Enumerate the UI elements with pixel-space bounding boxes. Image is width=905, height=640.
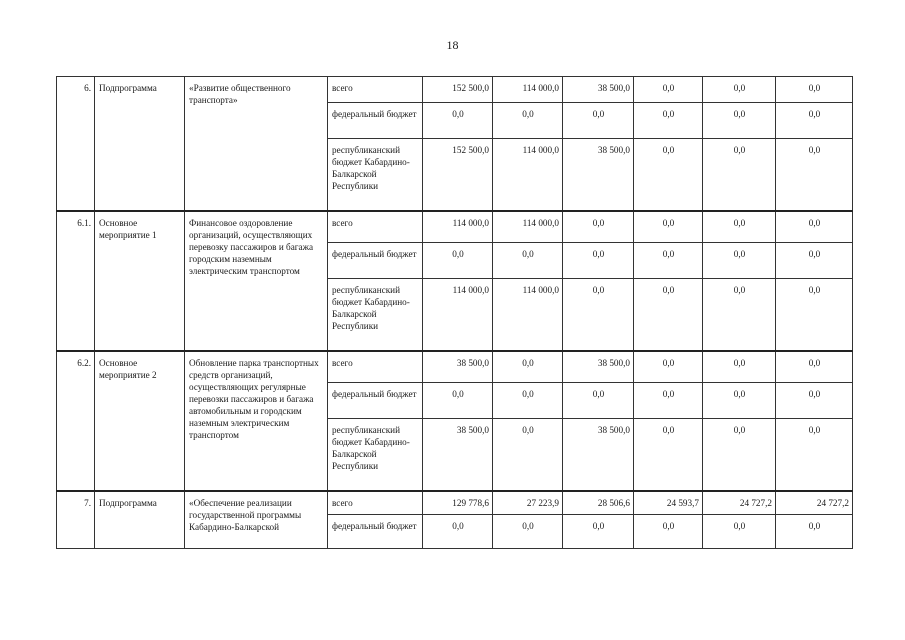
- amount-cell: 38 500,0: [563, 77, 634, 103]
- amount-cell: 0,0: [423, 243, 493, 279]
- amount-cell: 0,0: [493, 351, 563, 383]
- amount-cell: 114 000,0: [493, 279, 563, 351]
- amount-cell: 0,0: [634, 243, 703, 279]
- program-type: Основное мероприятие 2: [95, 351, 185, 491]
- amount-cell: 0,0: [703, 243, 776, 279]
- amount-cell: 0,0: [493, 383, 563, 419]
- amount-cell: 0,0: [776, 351, 853, 383]
- amount-cell: 28 506,6: [563, 491, 634, 515]
- row-number: 6.1.: [57, 211, 95, 351]
- amount-cell: 0,0: [776, 211, 853, 243]
- amount-cell: 0,0: [776, 103, 853, 139]
- amount-cell: 0,0: [634, 77, 703, 103]
- amount-cell: 114 000,0: [423, 211, 493, 243]
- amount-cell: 114 000,0: [493, 77, 563, 103]
- row-number: 6.: [57, 77, 95, 211]
- table-row: [57, 211, 853, 243]
- program-name: «Развитие общественного транспорта»: [185, 77, 328, 211]
- amount-cell: 0,0: [563, 279, 634, 351]
- amount-cell: 0,0: [703, 77, 776, 103]
- amount-cell: 0,0: [776, 515, 853, 549]
- amount-cell: 0,0: [563, 103, 634, 139]
- amount-cell: 0,0: [703, 279, 776, 351]
- amount-cell: 38 500,0: [563, 139, 634, 211]
- amount-cell: 24 727,2: [703, 491, 776, 515]
- table-row: [57, 77, 853, 103]
- amount-cell: 0,0: [634, 419, 703, 491]
- funding-source: всего: [328, 351, 423, 383]
- table-row: [57, 491, 853, 515]
- amount-cell: 114 000,0: [423, 279, 493, 351]
- amount-cell: 0,0: [563, 515, 634, 549]
- amount-cell: 0,0: [634, 351, 703, 383]
- amount-cell: 152 500,0: [423, 139, 493, 211]
- program-name: Финансовое оздоровление организаций, осуществляющих перевозку пассажиров и багажа городским наземным электрическим транспортом: [185, 211, 328, 351]
- page-number: 18: [446, 38, 459, 52]
- amount-cell: 0,0: [423, 515, 493, 549]
- funding-source: республиканский бюджет Кабардино-Балкарской Республики: [328, 279, 423, 351]
- amount-cell: 0,0: [703, 351, 776, 383]
- amount-cell: 0,0: [423, 383, 493, 419]
- amount-cell: 38 500,0: [563, 419, 634, 491]
- amount-cell: 0,0: [776, 243, 853, 279]
- funding-source: всего: [328, 77, 423, 103]
- amount-cell: 0,0: [634, 515, 703, 549]
- amount-cell: 0,0: [563, 211, 634, 243]
- amount-cell: 0,0: [493, 103, 563, 139]
- amount-cell: 38 500,0: [423, 419, 493, 491]
- funding-source: федеральный бюджет: [328, 103, 423, 139]
- budget-table: [56, 76, 853, 549]
- amount-cell: 0,0: [563, 243, 634, 279]
- amount-cell: 0,0: [493, 243, 563, 279]
- amount-cell: 0,0: [703, 103, 776, 139]
- amount-cell: 114 000,0: [493, 211, 563, 243]
- amount-cell: 24 727,2: [776, 491, 853, 515]
- funding-source: федеральный бюджет: [328, 383, 423, 419]
- funding-source: всего: [328, 211, 423, 243]
- amount-cell: 0,0: [493, 419, 563, 491]
- program-type: Основное мероприятие 1: [95, 211, 185, 351]
- amount-cell: 38 500,0: [423, 351, 493, 383]
- amount-cell: 24 593,7: [634, 491, 703, 515]
- funding-source: федеральный бюджет: [328, 515, 423, 549]
- funding-source: республиканский бюджет Кабардино-Балкарской Республики: [328, 139, 423, 211]
- amount-cell: 0,0: [776, 77, 853, 103]
- funding-source: федеральный бюджет: [328, 243, 423, 279]
- funding-source: республиканский бюджет Кабардино-Балкарской Республики: [328, 419, 423, 491]
- amount-cell: 0,0: [703, 419, 776, 491]
- amount-cell: 0,0: [776, 279, 853, 351]
- funding-source: всего: [328, 491, 423, 515]
- amount-cell: 129 778,6: [423, 491, 493, 515]
- amount-cell: 0,0: [563, 383, 634, 419]
- amount-cell: 0,0: [634, 139, 703, 211]
- amount-cell: 38 500,0: [563, 351, 634, 383]
- amount-cell: 152 500,0: [423, 77, 493, 103]
- program-type: Подпрограмма: [95, 77, 185, 211]
- amount-cell: 0,0: [493, 515, 563, 549]
- amount-cell: 0,0: [634, 211, 703, 243]
- amount-cell: 0,0: [703, 515, 776, 549]
- amount-cell: 27 223,9: [493, 491, 563, 515]
- amount-cell: 0,0: [703, 211, 776, 243]
- program-name: «Обеспечение реализации государственной программы Кабардино-Балкарской: [185, 491, 328, 549]
- row-number: 6.2.: [57, 351, 95, 491]
- amount-cell: 0,0: [703, 139, 776, 211]
- row-number: 7.: [57, 491, 95, 549]
- amount-cell: 0,0: [776, 419, 853, 491]
- amount-cell: 0,0: [776, 139, 853, 211]
- amount-cell: 0,0: [423, 103, 493, 139]
- amount-cell: 0,0: [776, 383, 853, 419]
- amount-cell: 0,0: [634, 383, 703, 419]
- program-name: Обновление парка транспортных средств организаций, осуществляющих регулярные перевозки пассажиров и багажа автомобильным и городским наземным электрическим транспортом: [185, 351, 328, 491]
- program-type: Подпрограмма: [95, 491, 185, 549]
- amount-cell: 0,0: [634, 279, 703, 351]
- table-row: [57, 351, 853, 383]
- amount-cell: 0,0: [703, 383, 776, 419]
- amount-cell: 114 000,0: [493, 139, 563, 211]
- amount-cell: 0,0: [634, 103, 703, 139]
